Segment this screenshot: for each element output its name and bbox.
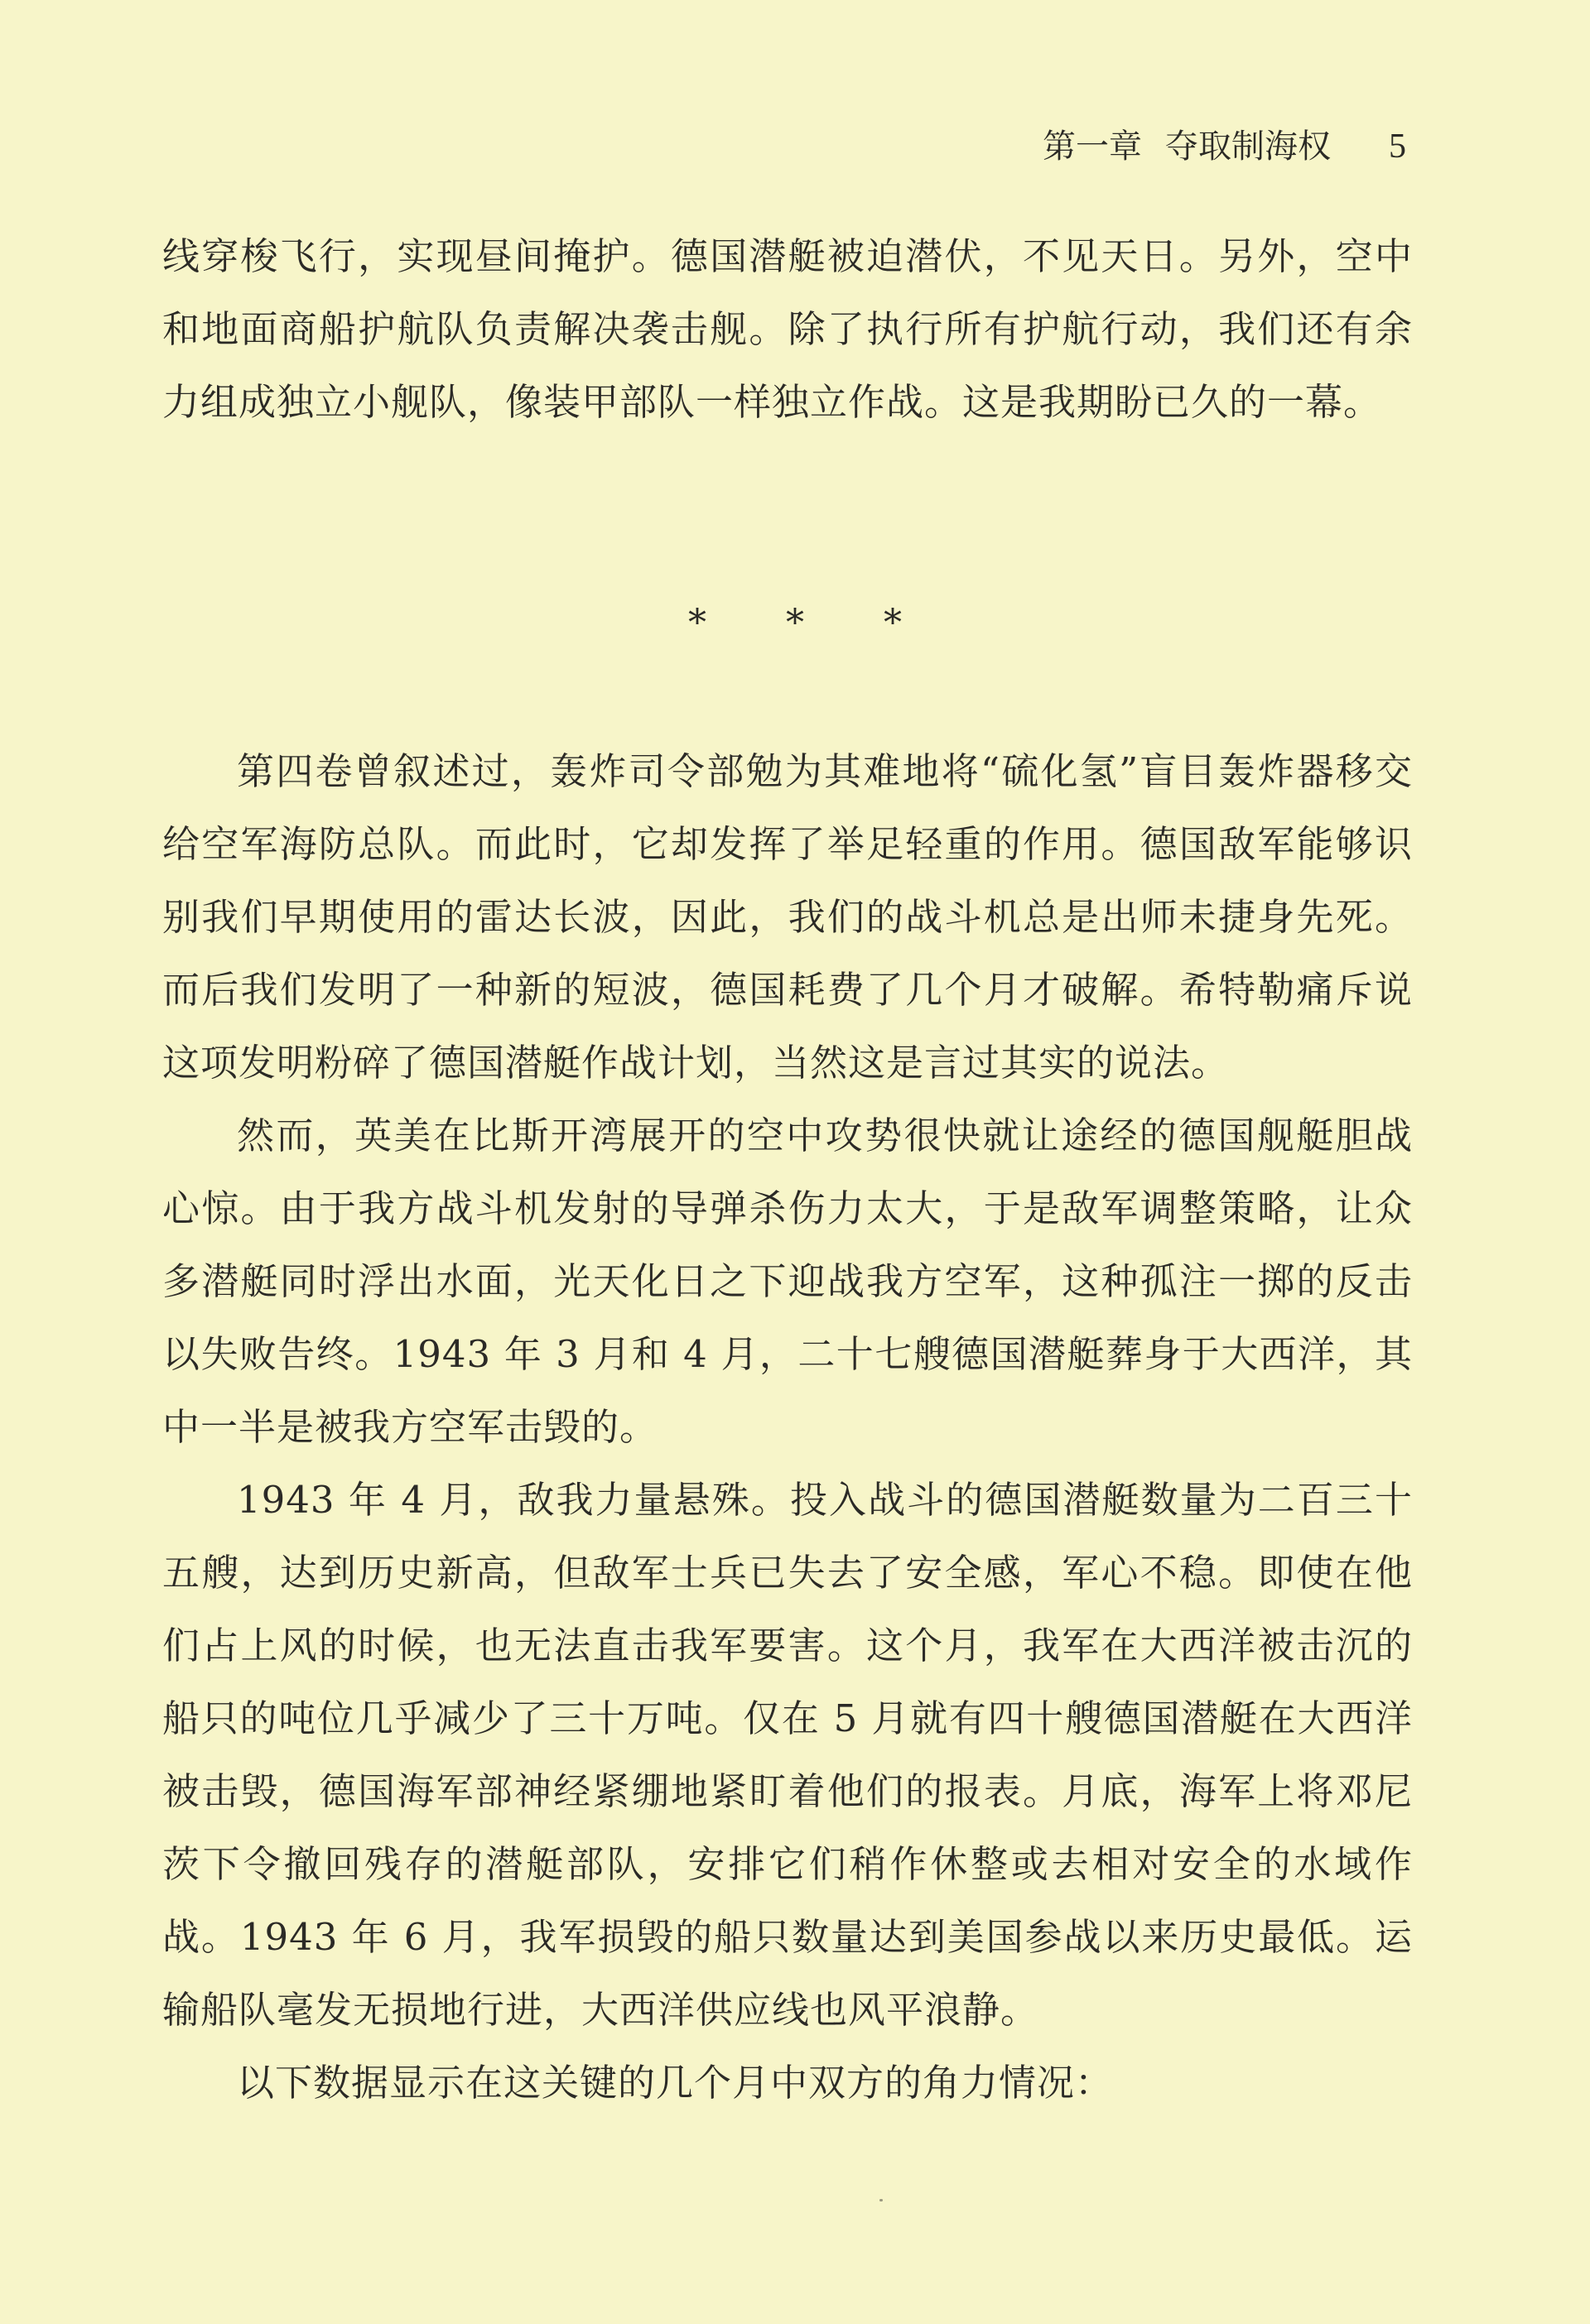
running-header [1043, 126, 1406, 167]
continued-paragraph: 线穿梭飞行，实现昼间掩护。德国潜艇被迫潜伏，不见天日。另外，空中和地面商船护航队负责解决袭击舰。除了执行所有护航行动，我们还有余力组成独立小舰队，像装甲部队一样独立作战。这是我期盼已久的一幕。 [162, 234, 1413, 424]
paragraph: 第四卷曾叙述过，轰炸司令部勉为其难地将“硫化氢”盲目轰炸器移交给空军海防总队。而此时，它却发挥了举足轻重的作用。德国敌军能够识别我们早期使用的雷达长波，因此，我们的战斗机总是出师未捷身先死。而后我们发明了一种新的短波，德国耗费了几个月才破解。希特勒痛斥说这项发明粉碎了德国潜艇作战计划，当然这是言过其实的说法。 [162, 749, 1413, 1085]
separator-asterisk: * [884, 602, 902, 644]
main-text-block [162, 735, 1413, 2120]
chapter-title: 夺取制海权 [1165, 128, 1331, 166]
paper-speck [879, 2199, 883, 2201]
chapter-label: 第一章 [1043, 128, 1142, 166]
page-number: 5 [1389, 128, 1406, 166]
section-separator [0, 603, 1590, 644]
separator-asterisk: * [786, 602, 804, 644]
separator-asterisk: * [688, 602, 706, 644]
paragraph: 1943 年 4 月，敌我力量悬殊。投入战斗的德国潜艇数量为二百三十五艘，达到历史新高，但敌军士兵已失去了安全感，军心不稳。即使在他们占上风的时候，也无法直击我军要害。这个月，我军在大西洋被击沉的船只的吨位几乎减少了三十万吨。仅在 5 月就有四十艘德国潜艇在大西洋被击毁，德国海军部神经紧绷地紧盯着他们的报表。月底，海军上将邓尼茨下令撤回残存的潜艇部队，安排它们稍作休整或去相对安全的水域作战。1943 年 6 月，我军损毁的船只数量达到美国参战以来历史最低。运输船队毫发无损地行进，大西洋供应线也风平浪静。 [162, 1478, 1413, 2032]
paragraph: 以下数据显示在这关键的几个月中双方的角力情况： [237, 2061, 1114, 2105]
continued-paragraph-block [162, 220, 1413, 439]
paragraph: 然而，英美在比斯开湾展开的空中攻势很快就让途经的德国舰艇胆战心惊。由于我方战斗机发射的导弹杀伤力太大，于是敌军调整策略，让众多潜艇同时浮出水面，光天化日之下迎战我方空军，这种孤注一掷的反击以失败告终。1943 年 3 月和 4 月，二十七艘德国潜艇葬身于大西洋，其中一半是被我方空军击毁的。 [162, 1114, 1413, 1449]
